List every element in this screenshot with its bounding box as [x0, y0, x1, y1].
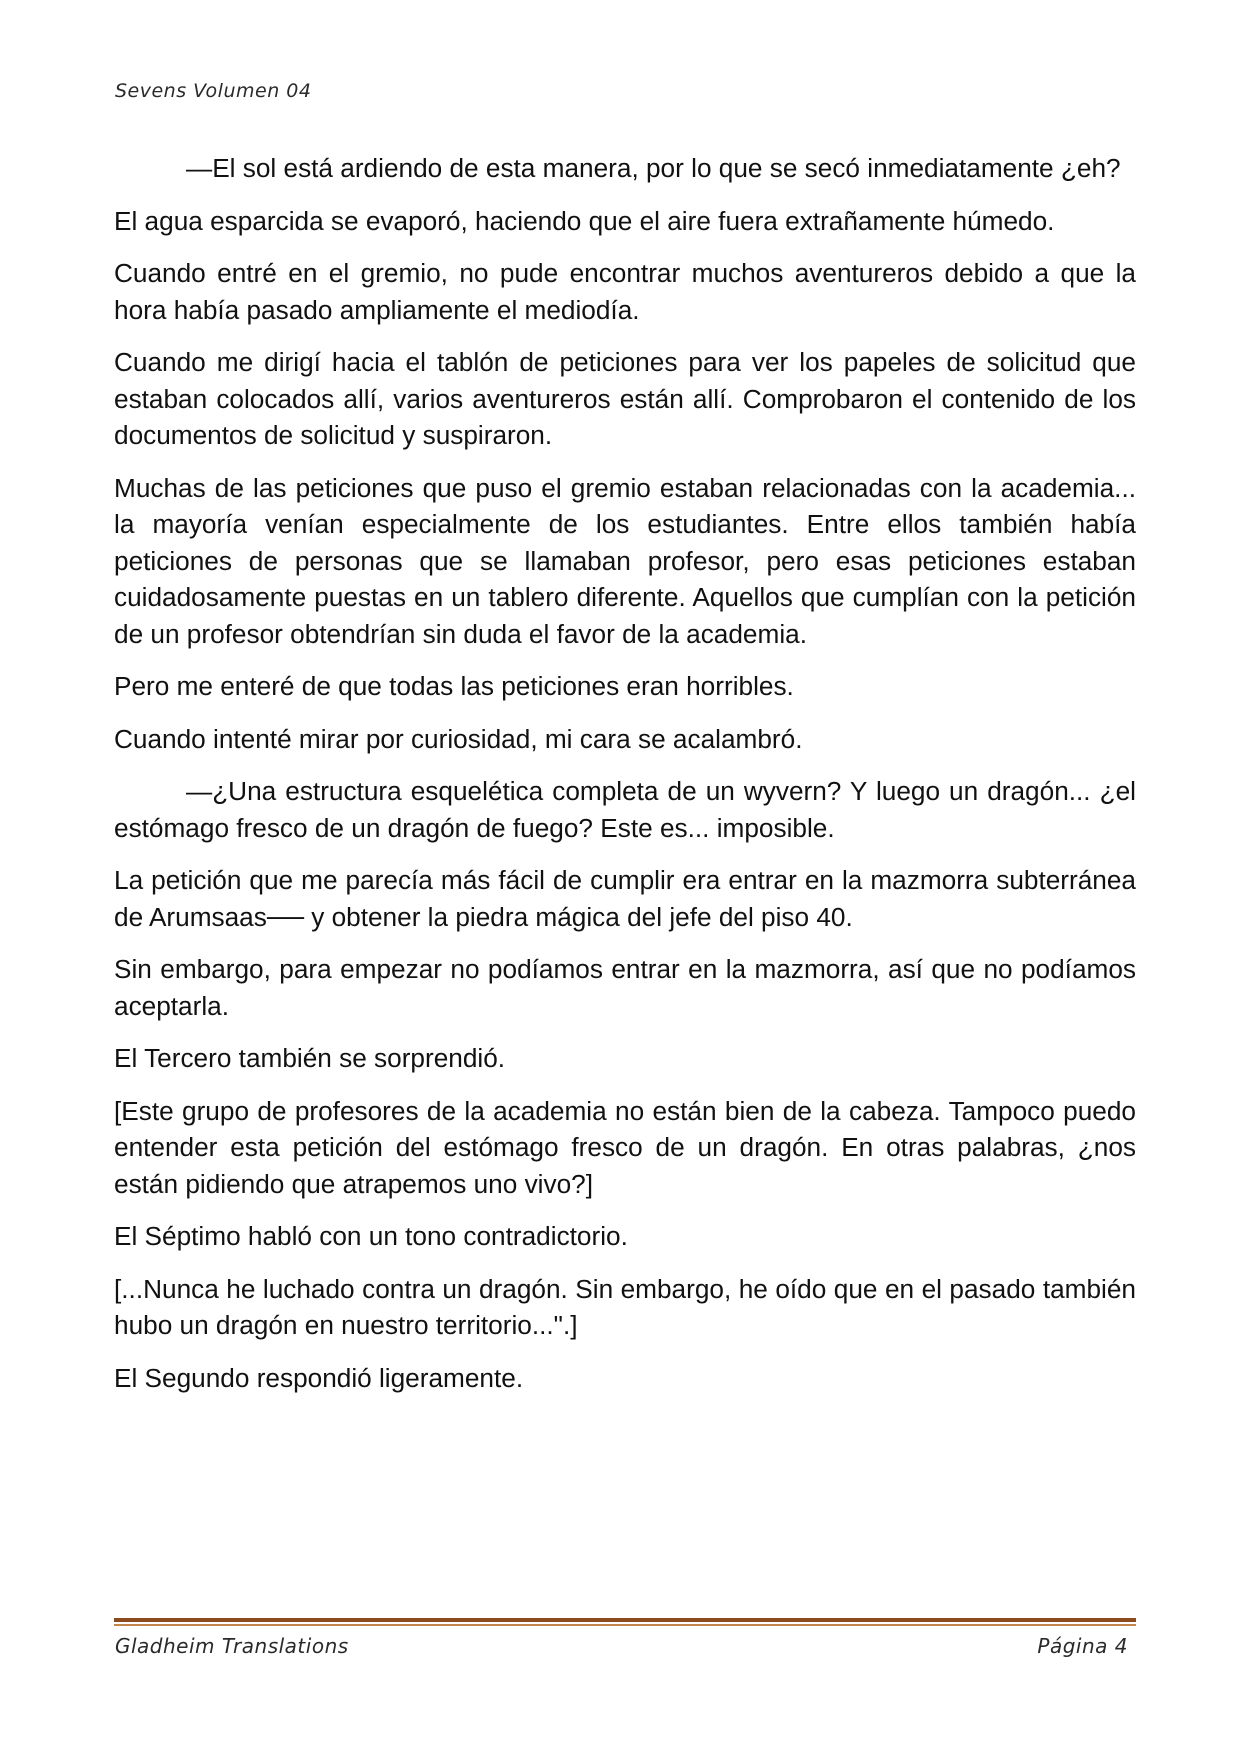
paragraph: Muchas de las peticiones que puso el gremio estaban relacionadas con la academia... la mayoría venían especialmente de los estudiantes. Entre ellos también había peticiones de personas que se llamaban profesor, pero esas peticiones estaban cuidadosamente puestas en un tablero diferente. Aquellos que cumplían con la petición de un profesor obtendrían sin duda el favor de la academia.: [114, 472, 1136, 649]
footer-translator-credit: Gladheim Translations: [115, 1634, 349, 1658]
paragraph: [Este grupo de profesores de la academia no están bien de la cabeza. Tampoco puedo entender esta petición del estómago fresco de un dragón. En otras palabras, ¿nos están pidiendo que atrapemos uno vivo?]: [114, 1095, 1136, 1199]
paragraph: El agua esparcida se evaporó, haciendo que el aire fuera extrañamente húmedo.: [114, 205, 1055, 236]
paragraph: —¿Una estructura esquelética completa de un wyvern? Y luego un dragón... ¿el estómago fresco de un dragón de fuego? Este es... imposible.: [114, 776, 1136, 843]
paragraph: La petición que me parecía más fácil de cumplir era entrar en la mazmorra subterránea de Arumsaas── y obtener la piedra mágica del jefe del piso 40.: [114, 865, 1136, 932]
body-text: [114, 150, 1136, 1412]
paragraph: El Séptimo habló con un tono contradictorio.: [114, 1221, 628, 1251]
paragraph: Sin embargo, para empezar no podíamos entrar en la mazmorra, así que no podíamos aceptarla.: [114, 954, 1136, 1021]
paragraph: Cuando entré en el gremio, no pude encontrar muchos aventureros debido a que la hora había pasado ampliamente el mediodía.: [114, 258, 1136, 325]
footer-page-number: Página 4: [1037, 1634, 1128, 1658]
paragraph: [...Nunca he luchado contra un dragón. Sin embargo, he oído que en el pasado también hubo un dragón en nuestro territorio...".]: [114, 1273, 1136, 1340]
paragraph: El Tercero también se sorprendió.: [114, 1043, 506, 1073]
footer-rule: [114, 1618, 1136, 1626]
paragraph: El Segundo respondió ligeramente.: [114, 1362, 524, 1393]
footer-rule-thin: [114, 1624, 1136, 1626]
paragraph: —El sol está ardiendo de esta manera, por lo que se secó inmediatamente ¿eh?: [186, 153, 1121, 183]
paragraph: Cuando intenté mirar por curiosidad, mi cara se acalambró.: [114, 723, 803, 754]
running-header: Sevens Volumen 04: [115, 80, 312, 102]
paragraph: Pero me enteré de que todas las peticiones eran horribles.: [114, 671, 794, 701]
paragraph: Cuando me dirigí hacia el tablón de peticiones para ver los papeles de solicitud que estaban colocados allí, varios aventureros están allí. Comprobaron el contenido de los documentos de solicitud y suspiraron.: [114, 347, 1136, 450]
